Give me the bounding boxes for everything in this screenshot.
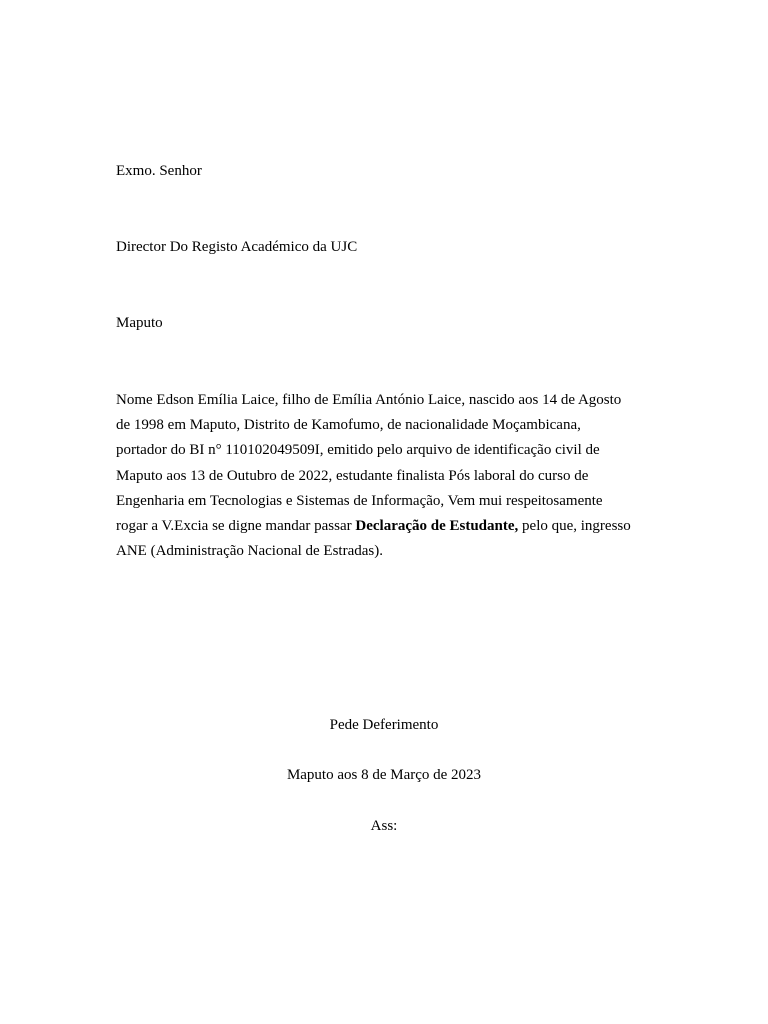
addressee: Director Do Registo Académico da UJC <box>116 239 358 255</box>
body-line: Maputo aos 13 de Outubro de 2022, estudante finalista Pós laboral do curso de <box>116 467 589 484</box>
letter-body <box>116 388 656 564</box>
body-line: portador do BI n° 110102049509I, emitido pelo arquivo de identificação civil de <box>116 442 600 459</box>
place-date: Maputo aos 8 de Março de 2023 <box>286 767 482 783</box>
body-line-last: ANE (Administração Nacional de Estradas). <box>116 543 383 560</box>
request-line <box>116 514 656 539</box>
closing: Pede Deferimento <box>329 717 439 733</box>
body-line: Engenharia em Tecnologias e Sistemas de Informação, Vem mui respeitosamente <box>116 492 603 509</box>
signature-label: Ass: <box>370 818 398 834</box>
request-text-before: rogar a V.Excia se digne mandar passar <box>116 518 356 535</box>
request-text-after: pelo que, ingresso <box>518 518 631 535</box>
body-line: de 1998 em Maputo, Distrito de Kamofumo, de nacionalidade Moçambicana, <box>116 417 581 434</box>
salutation: Exmo. Senhor <box>116 163 202 179</box>
request-document-type: Declaração de Estudante, <box>355 518 519 535</box>
city: Maputo <box>116 315 163 331</box>
body-line: Nome Edson Emília Laice, filho de Emília António Laice, nascido aos 14 de Agosto <box>116 392 622 408</box>
